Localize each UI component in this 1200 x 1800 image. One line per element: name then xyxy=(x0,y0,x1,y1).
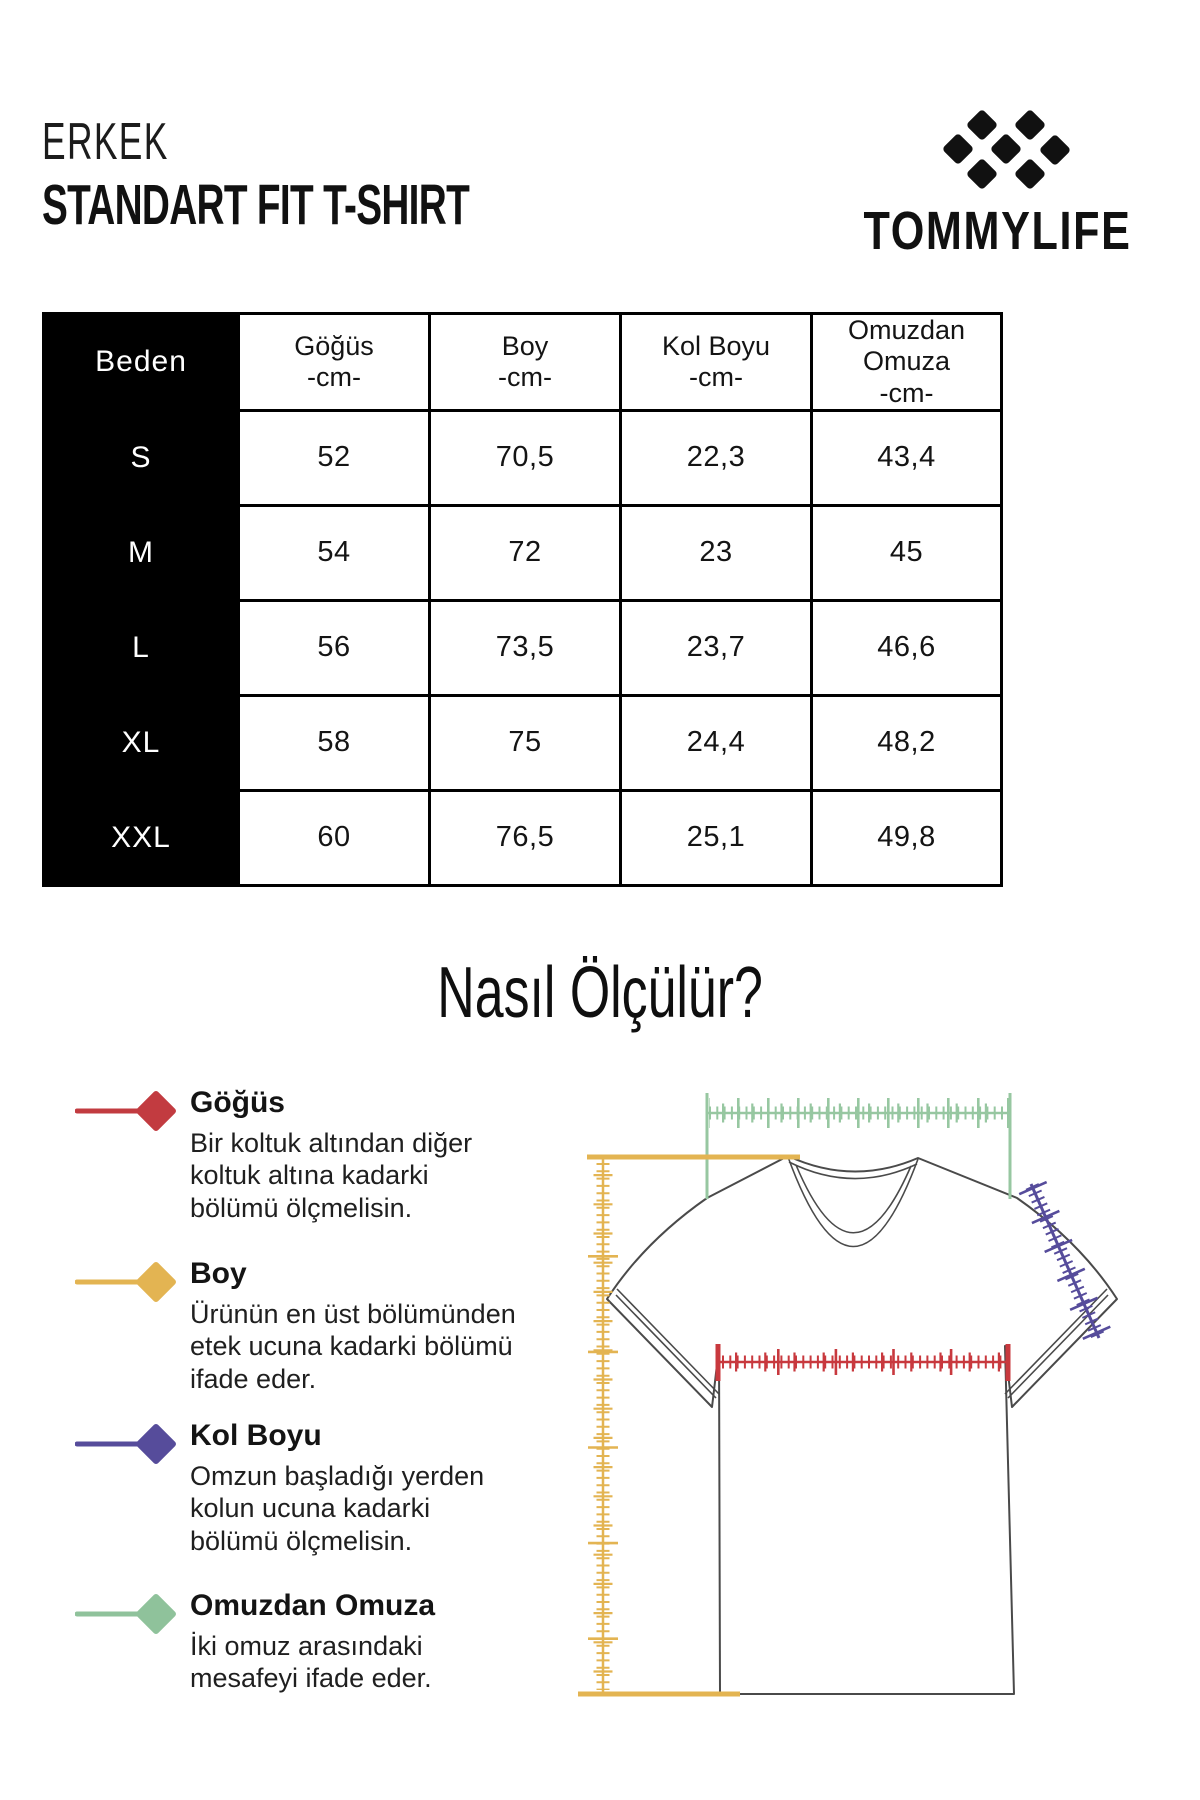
legend-item-omuzdan-omuza xyxy=(75,1589,520,1695)
value-cell: 23,7 xyxy=(621,600,812,695)
legend-label: Göğüs xyxy=(190,1086,285,1119)
legend-label: Boy xyxy=(190,1257,247,1290)
table-corner-cell: Beden xyxy=(44,314,239,411)
size-label: S xyxy=(44,410,239,505)
value-cell: 49,8 xyxy=(812,790,1002,885)
sleeve-diamond-icon xyxy=(75,1413,187,1475)
size-label: M xyxy=(44,505,239,600)
column-header-omuzdan-omuza: Omuzdan Omuza -cm- xyxy=(812,314,1002,411)
value-cell: 46,6 xyxy=(812,600,1002,695)
brand-name: TOMMYLIFE xyxy=(863,201,1131,261)
value-cell: 45 xyxy=(812,505,1002,600)
table-header-row xyxy=(44,314,1002,411)
value-cell: 73,5 xyxy=(430,600,621,695)
table-row-l xyxy=(44,600,1002,695)
chest-diamond-icon xyxy=(75,1080,187,1142)
value-cell: 75 xyxy=(430,695,621,790)
size-table xyxy=(42,312,1003,887)
legend-description: Omzun başladığı yerden kolun ucuna kadarki bölümü ölçmelisin. xyxy=(190,1461,485,1556)
value-cell: 76,5 xyxy=(430,790,621,885)
brand-logo xyxy=(842,84,1152,262)
legend-description: Bir koltuk altından diğer koltuk altına kadarki bölümü ölçmelisin. xyxy=(190,1128,473,1223)
legend-description: İki omuz arasındaki mesafeyi ifade eder. xyxy=(190,1631,432,1694)
shoulder-diamond-icon xyxy=(75,1583,187,1645)
table-row-xxl xyxy=(44,790,1002,885)
tshirt-outline xyxy=(607,1156,1117,1694)
value-cell: 60 xyxy=(239,790,430,885)
size-label: XXL xyxy=(44,790,239,885)
value-cell: 56 xyxy=(239,600,430,695)
legend-item-kol-boyu xyxy=(75,1419,520,1557)
size-label: XL xyxy=(44,695,239,790)
value-cell: 43,4 xyxy=(812,410,1002,505)
value-cell: 54 xyxy=(239,505,430,600)
value-cell: 48,2 xyxy=(812,695,1002,790)
value-cell: 72 xyxy=(430,505,621,600)
page-title: STANDART FIT T-SHIRT xyxy=(42,173,470,237)
value-cell: 22,3 xyxy=(621,410,812,505)
table-row-m xyxy=(44,505,1002,600)
table-row-s xyxy=(44,410,1002,505)
table-row-xl xyxy=(44,695,1002,790)
column-header-kol-boyu: Kol Boyu -cm- xyxy=(621,314,812,411)
value-cell: 58 xyxy=(239,695,430,790)
column-header-gogus: Göğüs -cm- xyxy=(239,314,430,411)
legend-item-boy xyxy=(75,1257,520,1395)
size-label: L xyxy=(44,600,239,695)
value-cell: 25,1 xyxy=(621,790,812,885)
legend-item-gogus xyxy=(75,1086,520,1224)
legend-label: Kol Boyu xyxy=(190,1419,322,1452)
category-label: ERKEK xyxy=(42,113,169,171)
legend-label: Omuzdan Omuza xyxy=(190,1589,436,1622)
how-to-measure-heading: Nasıl Ölçülür? xyxy=(437,953,763,1033)
tshirt-measurement-diagram xyxy=(540,1080,1144,1728)
legend-description: Ürünün en üst bölümünden etek ucuna kadarki bölümü ifade eder. xyxy=(190,1299,516,1394)
value-cell: 23 xyxy=(621,505,812,600)
brand-diamonds-icon xyxy=(922,84,1072,194)
column-header-boy: Boy -cm- xyxy=(430,314,621,411)
value-cell: 24,4 xyxy=(621,695,812,790)
value-cell: 70,5 xyxy=(430,410,621,505)
value-cell: 52 xyxy=(239,410,430,505)
length-diamond-icon xyxy=(75,1251,187,1313)
